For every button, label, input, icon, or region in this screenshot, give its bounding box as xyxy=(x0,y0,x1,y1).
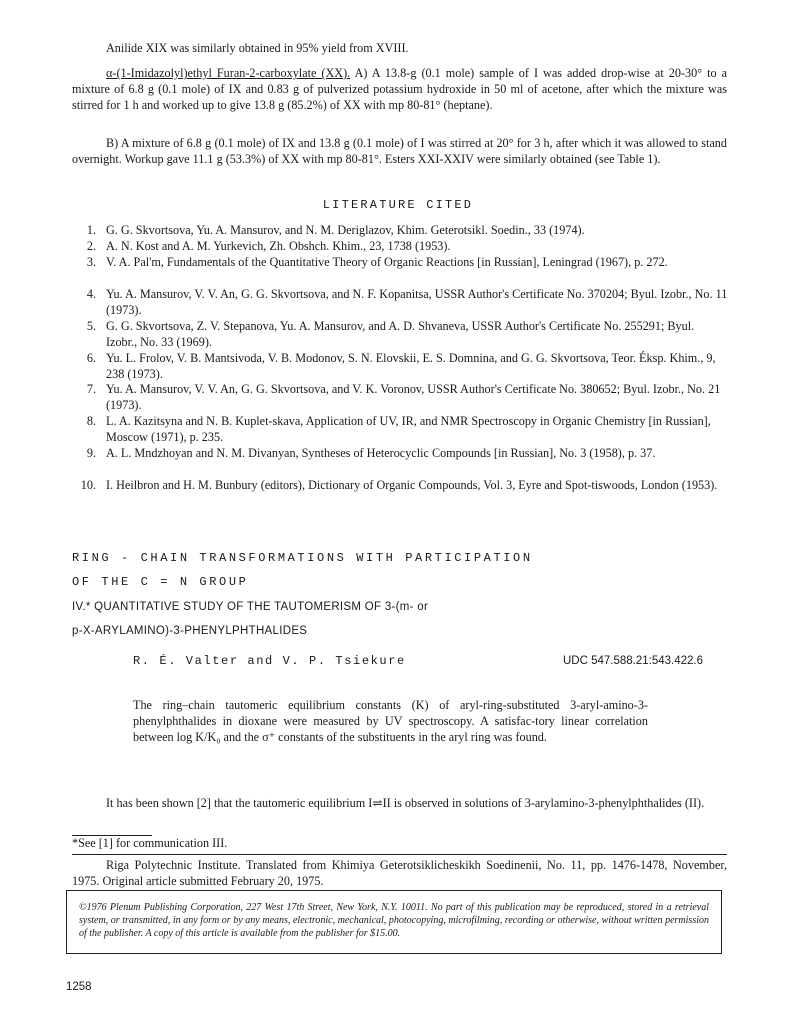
article-subtitle-line-1: IV.* QUANTITATIVE STUDY OF THE TAUTOMERISM OF 3-(m- or xyxy=(72,601,429,613)
affiliation-rule xyxy=(72,854,727,855)
reference-text: G. G. Skvortsova, Z. V. Stepanova, Yu. A. Mansurov, and A. D. Shvaneva, USSR Author's Certificate No. 255291; Byul. Izobr., No. 33 (1969). xyxy=(106,319,695,349)
ester-compound-title: α-(1-Imidazolyl)ethyl Furan-2-carboxylate (XX). xyxy=(106,66,351,80)
page-number: 1258 xyxy=(66,981,92,993)
article-subtitle-line-2: p-X-ARYLAMINO)-3-PHENYLPHTHALIDES xyxy=(72,625,308,637)
reference-text: I. Heilbron and H. M. Bunbury (editors), Dictionary of Organic Compounds, Vol. 3, Eyre and Spot-tiswoods, London (1953). xyxy=(106,478,718,492)
reference-number: 10. xyxy=(80,478,96,492)
reference-number: 9. xyxy=(86,446,96,460)
affiliation-note: Riga Polytechnic Institute. Translated from Khimiya Geterotsiklicheskikh Soedinenii, No. 11, pp. 1476-1478, November, 1975. Original article submitted February 20, 1975. xyxy=(72,858,727,888)
copyright-notice: ©1976 Plenum Publishing Corporation, 227 West 17th Street, New York, N.Y. 10011. No part of this publication may be reproduced, stored in a retrieval system, or transmitted, in any form or by any means, electronic, mechanical, photocopying, microfilming, recording or otherwise, without written permission of the publisher. A copy of this article is available from the publisher for $15.00. xyxy=(79,902,709,939)
udc-code: UDC 547.588.21:543.422.6 xyxy=(563,655,704,667)
method-b-paragraph: B) A mixture of 6.8 g (0.1 mole) of IX and 13.8 g (0.1 mole) of I was stirred at 20° for 3 h, after which it was allowed to stand overnight. Workup gave 11.1 g (53.3%) of XX with mp 80-81°. Esters XXI-XXIV were similarly obtained (see Table 1). xyxy=(72,136,727,166)
method-a-text: A) A 13.8-g (0.1 mole) sample of I was added drop-wise at 20-30° to a mixture of 6.8 g (0.1 mole) of IX and 0.83 g of pulverized potassium hydroxide in 50 ml of acetone, after which the mixture was stirred for 1 h and worked up to give 13.8 g (85.2%) of XX with mp 80-81° (heptane). xyxy=(72,66,728,112)
reference-text: Yu. A. Mansurov, V. V. An, G. G. Skvortsova, and N. F. Kopanitsa, USSR Author's Certificate No. 370204; Byul. Izobr., No. 11 (1973). xyxy=(106,287,728,317)
article-title-line-2: OF THE C = N GROUP xyxy=(72,575,249,589)
article-title-line-1: RING - CHAIN TRANSFORMATIONS WITH PARTICIPATION xyxy=(72,551,533,565)
footnote: *See [1] for communication III. xyxy=(72,836,228,850)
reference-number: 5. xyxy=(86,319,96,333)
reference-text: A. N. Kost and A. M. Yurkevich, Zh. Obshch. Khim., 23, 1738 (1953). xyxy=(106,239,451,253)
reference-text: G. G. Skvortsova, Yu. A. Mansurov, and N. M. Deriglazov, Khim. Geterotsikl. Soedin., 33 (1974). xyxy=(106,223,585,237)
reference-text: L. A. Kazitsyna and N. B. Kuplet-skava, Application of UV, IR, and NMR Spectroscopy in Organic Chemistry [in Russian], Moscow (1971), p. 235. xyxy=(106,414,711,444)
reference-text: Yu. A. Mansurov, V. V. An, G. G. Skvortsova, and V. K. Voronov, USSR Author's Certificate No. 380652; Byul. Izobr., No. 21 (1973). xyxy=(106,382,721,412)
reference-number: 7. xyxy=(86,382,96,396)
introduction-paragraph: It has been shown [2] that the tautomeric equilibrium I⇌II is observed in solutions of 3-arylamino-3-phenylphthalides (II). xyxy=(106,796,705,810)
reference-number: 1. xyxy=(86,223,96,237)
reference-text: A. L. Mndzhoyan and N. M. Divanyan, Syntheses of Heterocyclic Compounds [in Russian], No. 3 (1958), p. 37. xyxy=(106,446,656,460)
copyright-box xyxy=(66,890,722,954)
anilide-paragraph: Anilide XIX was similarly obtained in 95% yield from XVIII. xyxy=(106,41,409,55)
reference-number: 4. xyxy=(86,287,96,301)
reference-number: 2. xyxy=(86,239,96,253)
reference-text: V. A. Pal'm, Fundamentals of the Quantitative Theory of Organic Reactions [in Russian], Leningrad (1967), p. 272. xyxy=(106,255,668,269)
reference-text: Yu. L. Frolov, V. B. Mantsivoda, V. B. Modonov, S. N. Elovskii, E. S. Domnina, and G. G. Skvortsova, Teor. Éksp. Khim., 9, 238 (1973). xyxy=(106,351,716,381)
ester-paragraph xyxy=(72,65,727,113)
reference-number: 6. xyxy=(86,351,96,365)
reference-number: 8. xyxy=(86,414,96,428)
abstract: The ring–chain tautomeric equilibrium constants (K) of aryl-ring-substituted 3-aryl-amino-3-phenylphthalides in dioxane were measured by UV spectroscopy. A satisfac-tory linear correlation between log K/K₀ and the σ⁺ constants of the substituents in the aryl ring was found. xyxy=(133,698,648,744)
authors: R. É. Valter and V. P. Tsiekure xyxy=(133,654,406,668)
literature-cited-heading: LITERATURE CITED xyxy=(322,198,474,212)
reference-number: 3. xyxy=(86,255,96,269)
